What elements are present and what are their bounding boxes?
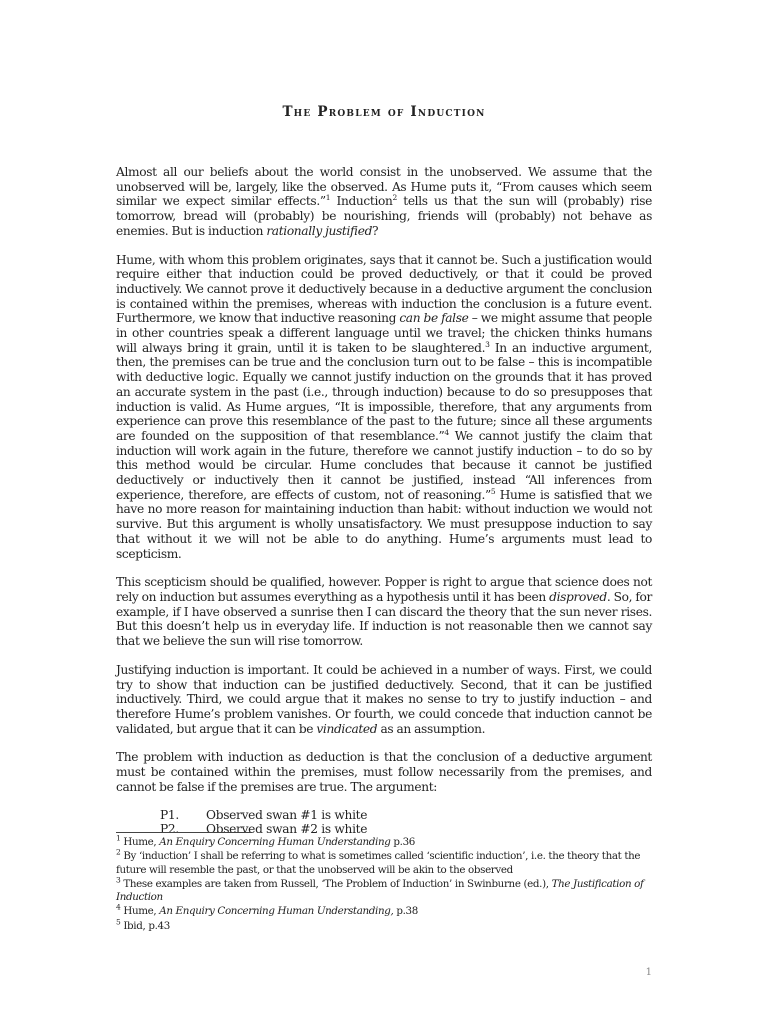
paragraph-text: . So, for example, if I have observed a sunrise then I can discard the theory that the sun never rises. But this doesn’t help us in everyday life. If induction is not reasonable then we cannot say that we believe the sun will rise tomorrow. <box>116 589 653 649</box>
footnote-ref-3[interactable]: 3 <box>485 339 490 349</box>
paragraph-5 <box>116 750 652 794</box>
footnote-text: These examples are taken from Russell, ‘The Problem of Induction’ in Swinburne (ed.), <box>120 877 552 890</box>
footnote-4 <box>116 905 656 919</box>
paragraph-text: Hume, with whom this problem originates, says that it cannot be. Such a justification would require either that induction could be proved deductively, or that it could be proved inductively. We cannot prove it deductively because in a deductive argument the conclusion is contained within the premises, whereas with induction the conclusion is a future event. Furthermore, we know that inductive reasoning <box>116 252 652 326</box>
footnote-text: Ibid, p.43 <box>120 919 170 932</box>
footnote-ref-4[interactable]: 4 <box>444 427 449 437</box>
footnote-separator <box>116 832 252 833</box>
paragraph-text: In an inductive argument, then, the premises can be true and the conclusion turn out to be false – this is incompatible with deductive logic. Equally we cannot justify induction on the grounds that it has proved an accurate system in the past (i.e., through induction) because to do so presupposes that induction is valid. As Hume argues, “It is impossible, therefore, that any arguments from experience can prove this resemblance of the past to the future; since all these arguments are founded on the supposition of that resemblance.” <box>116 340 652 443</box>
footnote-title: The Justification of Induction <box>116 877 644 904</box>
footnote-text: Hume, <box>120 836 160 848</box>
footnote-title: An Enquiry Concerning Human Understanding <box>159 836 391 848</box>
footnote-text: p.36 <box>390 836 415 848</box>
premise-label: P1. <box>160 808 179 823</box>
emphasis-text: rationally justified <box>266 223 373 238</box>
paragraph-text: The problem with induction as deduction is that the conclusion of a deductive argument must be contained within the premises, must follow necessarily from the premises, and cannot be false if the premises are true. The argument: <box>116 750 652 794</box>
footnote-number: 1 <box>116 833 121 843</box>
premise-text: Observed swan #1 is white <box>206 808 368 823</box>
document-title: The Problem of Induction <box>282 104 486 120</box>
paragraph-text: tells us that the sun will (probably) rise tomorrow, bread will (probably) be nourishing, friends will (probably) not behave as enemies. But is induction <box>116 194 652 238</box>
paragraph-text: This scepticism should be qualified, however. Popper is right to argue that science does not rely on induction but assumes everything as a hypothesis until it has been <box>116 575 652 604</box>
paragraph-2 <box>116 253 652 562</box>
premise-item <box>116 808 652 822</box>
footnote-2 <box>116 847 656 877</box>
premise-label: P2. <box>160 822 179 837</box>
footnote-text: By ‘induction’ I shall be referring to what is sometimes called ‘scientific induction’, i.e. the theory that the future will resemble the past, or that the unobserved will be akin to the observed <box>116 850 641 876</box>
paragraph-text: as an assumption. <box>377 721 486 736</box>
page-number: 1 <box>645 967 652 978</box>
paragraph-text: Justifying induction is important. It could be achieved in a number of ways. First, we could try to show that induction can be justified deductively. Second, that it can be justified inductively. Third, we could argue that it makes no sense to try to justify induction – and therefore Hume’s problem vanishes. Or fourth, we could concede that induction cannot be validated, but argue that it can be <box>116 662 652 736</box>
premise-item <box>116 822 652 836</box>
paragraph-text: Induction <box>330 194 393 209</box>
paragraph-text: ? <box>372 223 379 238</box>
footnote-number: 5 <box>116 917 121 927</box>
footnote-title: An Enquiry Concerning Human Understanding, <box>159 905 394 918</box>
emphasis-text: can be false <box>399 311 469 326</box>
footnote-text: p.38 <box>393 905 418 918</box>
footnote-list <box>116 833 656 934</box>
footnote-number: 2 <box>116 847 121 857</box>
premise-text: Observed swan #2 is white <box>206 822 368 837</box>
paragraph-text: Almost all our beliefs about the world consist in the unobserved. We assume that the unobserved will be, largely, like the observed. As Hume puts it, “From causes which seem similar we expect similar effects.” <box>116 165 652 209</box>
footnote-5 <box>116 917 656 934</box>
paragraph-3 <box>116 575 652 649</box>
document-body <box>116 165 652 836</box>
paragraph-text: – we might assume that people in other countries speak a different language until we travel; the chicken thinks humans will always bring it grain, until it is taken to be slaughtered. <box>116 311 652 355</box>
footnote-number: 3 <box>116 875 121 885</box>
paragraph-text: We cannot justify the claim that induction will work again in the future, therefore we cannot justify induction – to do so by this method would be circular. Hume concludes that because it cannot be justified deductively or inductively then it cannot be justified, instead “All inferences from experience, therefore, are effects of custom, not of reasoning.” <box>116 428 652 502</box>
footnote-ref-2[interactable]: 2 <box>392 193 397 203</box>
paragraph-4 <box>116 663 652 737</box>
emphasis-text: disproved <box>549 589 607 604</box>
paragraph-text: Hume is satisfied that we have no more reason for maintaining induction than habit: without induction we would not survive. But this argument is wholly unsatisfactory. We must presuppose induction to say that without it we will not be able to do anything. Hume’s arguments must lead to scepticism. <box>116 487 652 561</box>
footnote-text: Hume, <box>120 905 160 918</box>
paragraph-1 <box>116 165 652 239</box>
footnote-3 <box>116 875 656 905</box>
footnote-ref-1[interactable]: 1 <box>325 193 331 203</box>
footnote-number: 4 <box>116 903 121 913</box>
footnote-1 <box>116 833 656 850</box>
emphasis-text: vindicated <box>316 721 378 736</box>
footnote-ref-5[interactable]: 5 <box>490 486 496 496</box>
